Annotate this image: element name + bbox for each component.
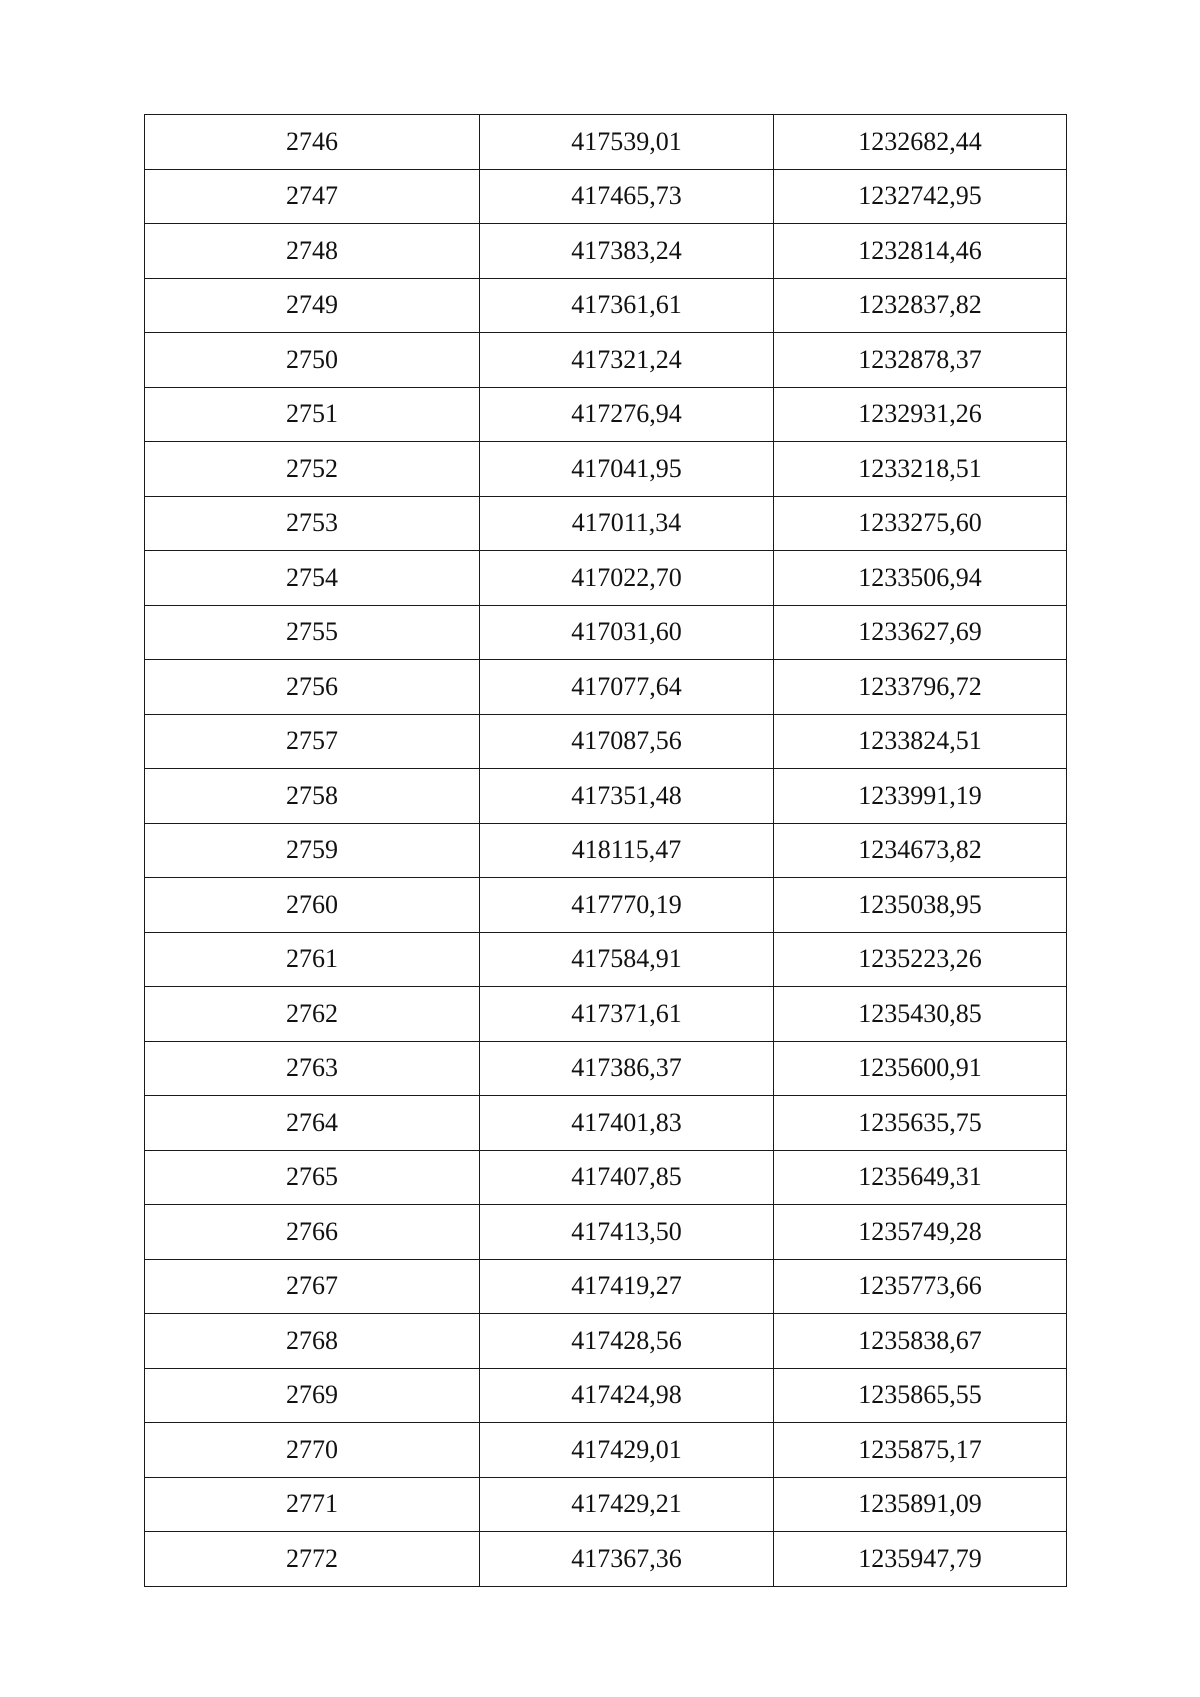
point-number-cell: 2767	[145, 1259, 480, 1314]
point-number-cell: 2758	[145, 769, 480, 824]
x-coordinate-cell: 417276,94	[480, 387, 774, 442]
x-coordinate-cell: 417386,37	[480, 1041, 774, 1096]
y-coordinate-cell: 1235947,79	[774, 1532, 1067, 1587]
table-row	[145, 1423, 1067, 1478]
y-coordinate-cell: 1233275,60	[774, 496, 1067, 551]
table-row	[145, 496, 1067, 551]
point-number-cell: 2763	[145, 1041, 480, 1096]
table-row	[145, 1532, 1067, 1587]
y-coordinate-cell: 1235649,31	[774, 1150, 1067, 1205]
point-number-cell: 2772	[145, 1532, 480, 1587]
x-coordinate-cell: 417584,91	[480, 932, 774, 987]
y-coordinate-cell: 1233506,94	[774, 551, 1067, 606]
y-coordinate-cell: 1232742,95	[774, 169, 1067, 224]
point-number-cell: 2760	[145, 878, 480, 933]
x-coordinate-cell: 417539,01	[480, 115, 774, 170]
y-coordinate-cell: 1235891,09	[774, 1477, 1067, 1532]
coordinates-table-body	[145, 115, 1067, 1587]
x-coordinate-cell: 417429,01	[480, 1423, 774, 1478]
point-number-cell: 2752	[145, 442, 480, 497]
table-row	[145, 987, 1067, 1042]
x-coordinate-cell: 417351,48	[480, 769, 774, 824]
x-coordinate-cell: 417465,73	[480, 169, 774, 224]
y-coordinate-cell: 1232931,26	[774, 387, 1067, 442]
point-number-cell: 2755	[145, 605, 480, 660]
table-row	[145, 878, 1067, 933]
x-coordinate-cell: 417429,21	[480, 1477, 774, 1532]
point-number-cell: 2757	[145, 714, 480, 769]
y-coordinate-cell: 1233991,19	[774, 769, 1067, 824]
x-coordinate-cell: 417077,64	[480, 660, 774, 715]
x-coordinate-cell: 418115,47	[480, 823, 774, 878]
table-row	[145, 442, 1067, 497]
y-coordinate-cell: 1235038,95	[774, 878, 1067, 933]
point-number-cell: 2761	[145, 932, 480, 987]
point-number-cell: 2771	[145, 1477, 480, 1532]
point-number-cell: 2746	[145, 115, 480, 170]
x-coordinate-cell: 417011,34	[480, 496, 774, 551]
y-coordinate-cell: 1235600,91	[774, 1041, 1067, 1096]
y-coordinate-cell: 1235635,75	[774, 1096, 1067, 1151]
point-number-cell: 2749	[145, 278, 480, 333]
y-coordinate-cell: 1234673,82	[774, 823, 1067, 878]
y-coordinate-cell: 1235430,85	[774, 987, 1067, 1042]
point-number-cell: 2759	[145, 823, 480, 878]
table-row	[145, 1041, 1067, 1096]
table-row	[145, 115, 1067, 170]
x-coordinate-cell: 417770,19	[480, 878, 774, 933]
y-coordinate-cell: 1232682,44	[774, 115, 1067, 170]
y-coordinate-cell: 1235875,17	[774, 1423, 1067, 1478]
point-number-cell: 2764	[145, 1096, 480, 1151]
x-coordinate-cell: 417022,70	[480, 551, 774, 606]
point-number-cell: 2770	[145, 1423, 480, 1478]
point-number-cell: 2762	[145, 987, 480, 1042]
y-coordinate-cell: 1235773,66	[774, 1259, 1067, 1314]
x-coordinate-cell: 417407,85	[480, 1150, 774, 1205]
x-coordinate-cell: 417424,98	[480, 1368, 774, 1423]
y-coordinate-cell: 1235749,28	[774, 1205, 1067, 1260]
table-row	[145, 1096, 1067, 1151]
x-coordinate-cell: 417371,61	[480, 987, 774, 1042]
table-row	[145, 1205, 1067, 1260]
table-row	[145, 1477, 1067, 1532]
y-coordinate-cell: 1235838,67	[774, 1314, 1067, 1369]
x-coordinate-cell: 417361,61	[480, 278, 774, 333]
point-number-cell: 2753	[145, 496, 480, 551]
table-row	[145, 387, 1067, 442]
point-number-cell: 2768	[145, 1314, 480, 1369]
table-row	[145, 169, 1067, 224]
table-row	[145, 224, 1067, 279]
x-coordinate-cell: 417041,95	[480, 442, 774, 497]
x-coordinate-cell: 417031,60	[480, 605, 774, 660]
y-coordinate-cell: 1232878,37	[774, 333, 1067, 388]
table-row	[145, 333, 1067, 388]
point-number-cell: 2751	[145, 387, 480, 442]
x-coordinate-cell: 417087,56	[480, 714, 774, 769]
coordinates-table	[144, 114, 1067, 1587]
y-coordinate-cell: 1235223,26	[774, 932, 1067, 987]
x-coordinate-cell: 417401,83	[480, 1096, 774, 1151]
y-coordinate-cell: 1232814,46	[774, 224, 1067, 279]
point-number-cell: 2756	[145, 660, 480, 715]
point-number-cell: 2766	[145, 1205, 480, 1260]
table-row	[145, 1314, 1067, 1369]
table-row	[145, 932, 1067, 987]
y-coordinate-cell: 1233218,51	[774, 442, 1067, 497]
table-row	[145, 605, 1067, 660]
y-coordinate-cell: 1233824,51	[774, 714, 1067, 769]
point-number-cell: 2765	[145, 1150, 480, 1205]
table-row	[145, 1368, 1067, 1423]
x-coordinate-cell: 417367,36	[480, 1532, 774, 1587]
table-row	[145, 660, 1067, 715]
point-number-cell: 2748	[145, 224, 480, 279]
point-number-cell: 2747	[145, 169, 480, 224]
x-coordinate-cell: 417413,50	[480, 1205, 774, 1260]
x-coordinate-cell: 417428,56	[480, 1314, 774, 1369]
table-row	[145, 769, 1067, 824]
table-row	[145, 823, 1067, 878]
table-row	[145, 714, 1067, 769]
point-number-cell: 2754	[145, 551, 480, 606]
point-number-cell: 2750	[145, 333, 480, 388]
table-row	[145, 1259, 1067, 1314]
y-coordinate-cell: 1232837,82	[774, 278, 1067, 333]
x-coordinate-cell: 417419,27	[480, 1259, 774, 1314]
point-number-cell: 2769	[145, 1368, 480, 1423]
x-coordinate-cell: 417321,24	[480, 333, 774, 388]
table-row	[145, 1150, 1067, 1205]
x-coordinate-cell: 417383,24	[480, 224, 774, 279]
y-coordinate-cell: 1235865,55	[774, 1368, 1067, 1423]
y-coordinate-cell: 1233796,72	[774, 660, 1067, 715]
y-coordinate-cell: 1233627,69	[774, 605, 1067, 660]
table-row	[145, 551, 1067, 606]
table-row	[145, 278, 1067, 333]
